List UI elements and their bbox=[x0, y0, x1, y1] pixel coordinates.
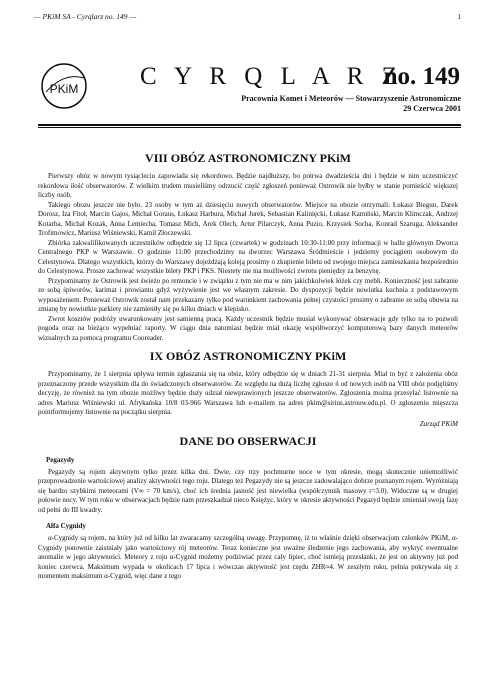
pkim-logo bbox=[40, 62, 88, 110]
section-heading-viii: VIII OBÓZ ASTRONOMICZNY PKiM bbox=[145, 151, 351, 165]
section-heading-ix: IX OBÓZ ASTRONOMICZNY PKiM bbox=[149, 349, 347, 363]
masthead-rule bbox=[38, 124, 461, 126]
issue-date: 29 Czerwca 2001 bbox=[403, 104, 461, 114]
article-body bbox=[38, 151, 458, 582]
page-number: 1 bbox=[457, 12, 461, 21]
running-head-left: — PKiM SA - Cyrqlarz no. 149 — bbox=[34, 12, 137, 21]
paragraph: Przypominamy że Ostrowik jest świeżo po remoncie i w związku z tym nie ma w nim jakichkolwiek łóżek czy mebli. Konieczność jest zabranie ze sobą śpiworów, karimat i prowiantu gdyż wyżywienie jest we własnym zakresie. Do dyspozycji będzie nowiutka kuchnia z podstawowym wyposażeniem. Ponieważ Ostrowik został nam przekazany tylko pod warunkiem zachowania pełnej czystości prosimy o zabranie ze sobą obuwia na zmianę by nowiutkie parkiety nie zamieniły się po kilku dniach w klepisko. bbox=[38, 276, 458, 313]
running-head bbox=[34, 12, 461, 21]
paragraph: Zwrot kosztów podróży uwarunkowany jest samienną pracą. Każdy uczestnik będzie musiał wykonywać obserwacje gdy tylko na to pozwoli pogoda oraz na bieżąco wypełniać raporty. W ciągu dnia natomiast będzie miał okazję współtworzyć komputerową bazy danych meteorów wizualnych za pomocą programu Cooreader. bbox=[38, 314, 458, 342]
paragraph: α-Cygnidy są rojem, na który już od kilku lat zwaracamy szczególną uwagę. Przypomnę, iż to właśnie dzięki obserwacjom członków PKiM, α-Cygnidy ponownie zaistniały jako wartościowy rój meteorów. Teraz konieczne jest uważne śledzenie jego zachowania, aby wykryć ewentualne anomalie w jego aktywności. Meteory z roju α-Cygnid możemy podziwiać przez cały lipiec, choć istnieją przesłanki, że jest on aktywny już pod koniec czerwca. Maksimum wypada w okolicach 17 lipca i wówczas aktywność jest rzędu ZHR≈4. W zeszłym roku, pełnia pokrywała się z momentem maksimum α-Cygnid, więc dane z tego bbox=[38, 534, 458, 580]
organization: Pracownia Komet i Meteorów — Stowarzyszenie Astronomiczne bbox=[241, 94, 461, 103]
paragraph: Pegazydy są rojem aktywnym tylko przez kilka dni. Dwie, czy trzy pochmurne noce w tym okresie, mogą skutecznie uniemożliwić przeprowadzenie wartościowej analizy aktywności tego roju. Dlatego też Pegazydy nie są jeszcze zadowalająco dobrze poznanym rojem. Wyróżniają się bardzo szybkimi meteorami (V∞ = 70 km/s), choć ich średnia jasność jest niewielka (współczynnik masowy r=3.0). Widoczne są w drugiej połowie nocy. W tym roku w obserwacjach będzie nam przeszkadzał nieco Księżyc, który w okresie aktywności Pegazyd będzie zmieniał swoją fazę od pełni do III kwadry. bbox=[38, 467, 458, 514]
paragraph: Pierwszy obóz w nowym tysiącleciu zapowiada się rekordowo. Będzie najdłuższy, bo potrwa dwadzieścia dni i będzie w nim uczestniczyć rekordowa ilość obserwatorów. Z wielkim trudem musieliśmy odrzucić część zgłoszeń ponieważ Ostrowik nie byłby w stanie pomieścić większej liczby osób. bbox=[38, 172, 458, 199]
paragraph: Takiego obozu jeszcze nie było. 23 osoby w tym aż dziesięciu nowych obserwatorów. Miejsce na obozie otrzymali: Łukasz Biegun, Darek Dorosz, Iza Fitoł, Marcin Gajos, Michał Goraus, Łukasz Harbura, Michał Jurek, Sebastian Kalinięcki, Łukasz Kamiński, Marcin Klimczak, Andrzej Kotarba, Michał Kozak, Anna Lemiecha, Tomasz Mich, Arek Olech, Artur Pilarczyk, Anna Puzio, Krzysiek Socha, Konrad Szaruga, Aleksander Trofimowicz, Mariusz Wiśniewski, Kamil Złoczewski. bbox=[38, 200, 458, 237]
paragraph: Przypominamy, że 1 sierpnia upływa termin zgłaszania się na obóz, który odbędzie się w dniach 21-31 sierpnia. Miał to być z założenia obóz przeznaczony przede wszystkim dla do świadczonych obserwatorów. Ze względu na dużą liczbę zgłosze ń od nowych osób na VIII obóz podjęliśmy decyzję, że również na tym obozie możliwy będzie duży udział niewprawionych jeszcze obserwatorów. Zgłoszenia można przesyłać listownie na adres Mariusz Wiśniewski ul. Afrykańska 10/8 03-966 Warszawa lub e-mailem na adres pkim@sirius.astrouw.edu.pl. O zgłoszeniu mięszcza pointformujemy listownie na początku sierpnia. bbox=[38, 370, 458, 416]
subheading-pegazydy: Pegazydy bbox=[46, 455, 75, 464]
masthead-rule-thin bbox=[38, 127, 461, 128]
subheading-alfa-cygnidy: Alfa Cygnidy bbox=[46, 522, 86, 530]
section-heading-dane: DANE DO OBSERWACJI bbox=[179, 433, 317, 448]
logo-text: PKiM bbox=[49, 82, 79, 96]
paragraph: Zbiórka zakwalifikowanych uczestników odbędzie się 12 lipca (czwartek) w godzinach 10:30-11:00 przy informacji w hallu głównym Dworca Centralnego PKP w Warszawie. O godzinie 11:00 przechodzimy na dworzec Warszawa Śródmieście i jedziemy pociągiem osobowym do Celestynowa. Dlatego wszystkich, którzy do Warszawy dojeżdżają koleją prosimy o zkupienie biletu od swojego miejsca zamieszkania bezpośrednio do Celestynowa. Prosze zachować wszystkie bilety PKP i PKS. Niestety nie ma możliwości zwrotu pieniędzy za benzynę. bbox=[38, 238, 458, 275]
masthead-title bbox=[140, 63, 460, 91]
issue-number: no. 149 bbox=[383, 63, 460, 90]
journal-title: C Y R Q L A R Z bbox=[140, 63, 403, 90]
signature: Zarząd PKiM bbox=[419, 419, 458, 428]
masthead-subtitle bbox=[241, 94, 461, 115]
